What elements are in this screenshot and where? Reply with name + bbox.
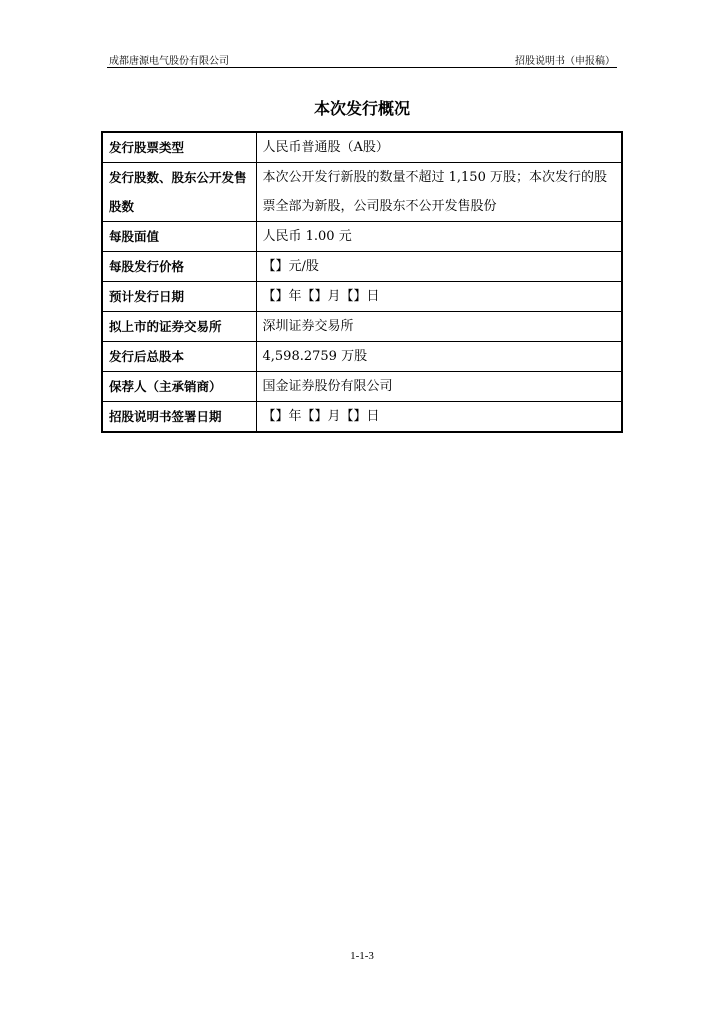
row-value: 人民币普通股（A股） [256,132,622,163]
row-value: 国金证券股份有限公司 [256,372,622,402]
page-number: 1-1-3 [350,950,374,962]
row-label: 发行股票类型 [102,132,256,163]
table-row [102,163,622,222]
table-row [102,222,622,252]
row-label: 发行后总股本 [102,342,256,372]
document-name: 招股说明书（申报稿） [515,56,615,67]
row-label: 招股说明书签署日期 [102,402,256,433]
row-label: 保荐人（主承销商） [102,372,256,402]
company-name: 成都唐源电气股份有限公司 [109,56,229,67]
page-title: 本次发行概况 [313,99,410,118]
table-row [102,252,622,282]
offering-summary-table [101,131,623,433]
row-label: 每股面值 [102,222,256,252]
row-value: 人民币 1.00 元 [256,222,622,252]
row-value: 【】元/股 [256,252,622,282]
row-label: 拟上市的证券交易所 [102,312,256,342]
table-row [102,342,622,372]
row-value: 4,598.2759 万股 [256,342,622,372]
table-row [102,282,622,312]
table-row [102,402,622,433]
row-value: 【】年【】月【】日 [256,282,622,312]
row-label: 发行股数、股东公开发售股数 [102,163,256,222]
row-label: 每股发行价格 [102,252,256,282]
page-header [107,50,617,68]
table-row [102,312,622,342]
row-value: 【】年【】月【】日 [256,402,622,433]
table-row [102,132,622,163]
row-value: 本次公开发行新股的数量不超过 1,150 万股；本次发行的股票全部为新股，公司股东不公开发售股份 [256,163,622,222]
table-row [102,372,622,402]
row-label: 预计发行日期 [102,282,256,312]
row-value: 深圳证券交易所 [256,312,622,342]
